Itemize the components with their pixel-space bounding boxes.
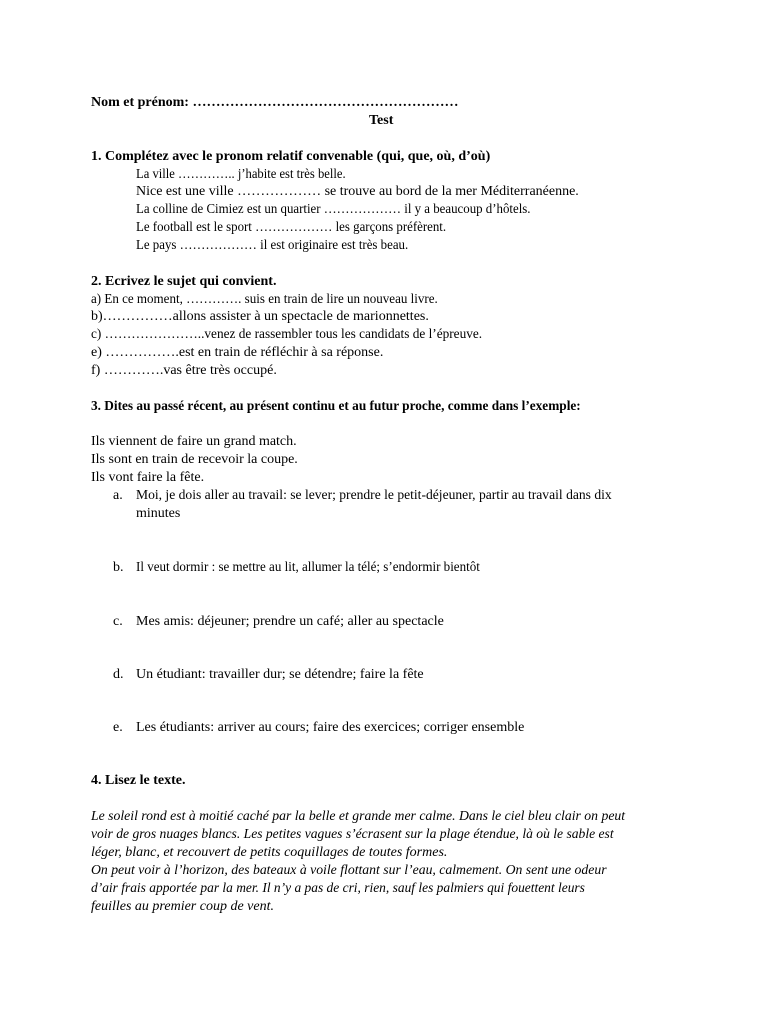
exercise-3-heading: 3. Dites au passé récent, au présent continu et au futur proche, comme dans l’exemple: bbox=[91, 399, 581, 414]
example-sentence: Ils viennent de faire un grand match. bbox=[91, 434, 297, 449]
list-marker: b. bbox=[113, 560, 124, 575]
list-item: Il veut dormir : se mettre au lit, allumer la télé; s’endormir bientôt bbox=[136, 560, 480, 575]
reading-text-line: d’air frais apportée par la mer. Il n’y a pas de cri, rien, sauf les palmiers qui fouettent leurs bbox=[91, 881, 585, 896]
reading-text-line: On peut voir à l’horizon, des bateaux à voile flottant sur l’eau, calmement. On sent une odeur bbox=[91, 863, 607, 878]
list-marker: a. bbox=[113, 488, 123, 503]
reading-text-line: léger, blanc, et recouvert de petits coquillages de toutes formes. bbox=[91, 845, 448, 860]
example-sentence: Ils sont en train de recevoir la coupe. bbox=[91, 452, 298, 467]
list-marker: d. bbox=[113, 667, 124, 682]
list-item: Mes amis: déjeuner; prendre un café; aller au spectacle bbox=[136, 614, 444, 629]
reading-text-line: Le soleil rond est à moitié caché par la belle et grande mer calme. Dans le ciel bleu clair on peut bbox=[91, 809, 626, 824]
exercise-1-line: La ville ………….. j’habite est très belle. bbox=[136, 167, 346, 182]
exercise-2-heading: 2. Ecrivez le sujet qui convient. bbox=[91, 274, 277, 289]
exercise-2-line: c) …………………..venez de rassembler tous les candidats de l’épreuve. bbox=[91, 327, 483, 342]
exercise-2-line: e) …………….est en train de réfléchir à sa réponse. bbox=[91, 345, 384, 360]
reading-text-line: voir de gros nuages blancs. Les petites vagues s’écrasent sur la plage étendue, là où le sable est bbox=[91, 827, 614, 842]
exercise-2-line: a) En ce moment, …………. suis en train de lire un nouveau livre. bbox=[91, 292, 438, 307]
list-marker: c. bbox=[113, 614, 123, 629]
list-item: Moi, je dois aller au travail: se lever; prendre le petit-déjeuner, partir au travail dans dix bbox=[136, 488, 612, 503]
exercise-2-line: f) ………….vas être très occupé. bbox=[91, 363, 277, 378]
list-item: Un étudiant: travailler dur; se détendre; faire la fête bbox=[136, 667, 424, 682]
list-item-continuation: minutes bbox=[136, 506, 181, 521]
exercise-1-line: Nice est une ville ……………… se trouve au bord de la mer Méditerranéenne. bbox=[136, 184, 579, 199]
exercise-4-heading: 4. Lisez le texte. bbox=[91, 773, 186, 788]
reading-text-line: feuilles au premier coup de vent. bbox=[91, 899, 274, 914]
exercise-1-line: La colline de Cimiez est un quartier ……………… il y a beaucoup d’hôtels. bbox=[136, 202, 531, 217]
exercise-1-line: Le football est le sport ……………… les garçons préfèrent. bbox=[136, 220, 447, 235]
list-marker: e. bbox=[113, 720, 123, 735]
exercise-1-line: Le pays ……………… il est originaire est très beau. bbox=[136, 238, 409, 253]
name-field-label: Nom et prénom: ………………………………………………… bbox=[91, 95, 459, 110]
exercise-2-line: b)……………allons assister à un spectacle de marionnettes. bbox=[91, 309, 429, 324]
exercise-1-heading: 1. Complétez avec le pronom relatif convenable (qui, que, où, d’où) bbox=[91, 149, 491, 164]
list-item: Les étudiants: arriver au cours; faire des exercices; corriger ensemble bbox=[136, 720, 525, 735]
example-sentence: Ils vont faire la fête. bbox=[91, 470, 205, 485]
document-title: Test bbox=[369, 113, 394, 128]
